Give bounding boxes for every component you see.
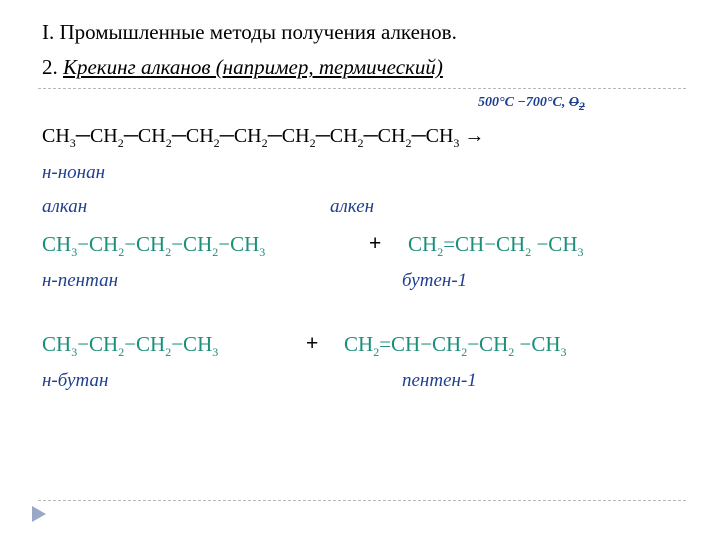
formula-subscript: 3	[259, 245, 266, 260]
formula-subscript: 2	[213, 136, 220, 150]
formula-part: ─CH	[219, 125, 262, 147]
top-divider	[38, 88, 686, 89]
pentene-name: пентен-1	[402, 370, 477, 391]
formula-part: CH	[42, 125, 70, 147]
formula-part: CH	[408, 232, 438, 256]
formula-part: ─CH	[123, 125, 166, 147]
formula-part: −CH	[124, 332, 166, 356]
formula-subscript: 2	[461, 345, 468, 360]
formula-part: ─CH	[315, 125, 358, 147]
formula-part: −CH	[77, 232, 119, 256]
formula-part: ─CH	[363, 125, 406, 147]
butene-formula	[408, 232, 583, 260]
formula-subscript: 3	[577, 245, 584, 260]
formula-part: −CH	[171, 332, 213, 356]
formula-subscript: 2	[165, 345, 172, 360]
formula-subscript: 2	[118, 345, 125, 360]
formula-part: −CH	[77, 332, 119, 356]
formula-part: ─CH	[75, 125, 118, 147]
formula-subscript: 2	[165, 245, 172, 260]
formula-subscript: 2	[437, 245, 444, 260]
formula-subscript: 3	[212, 345, 219, 360]
bottom-divider	[38, 500, 686, 501]
formula-subscript: 2	[118, 245, 125, 260]
reaction-conditions	[478, 95, 585, 113]
alkene-label: алкен	[330, 196, 375, 217]
formula-part: CH	[42, 232, 72, 256]
formula-subscript: 2	[212, 245, 219, 260]
formula-subscript: 2	[405, 136, 412, 150]
formula-part: −CH	[124, 232, 166, 256]
formula-part: −CH	[514, 332, 561, 356]
formula-part: →	[459, 125, 485, 147]
slide-subtitle	[42, 55, 443, 80]
conditions-temp: 500°C −700°C,	[478, 95, 569, 110]
formula-subscript: 2	[117, 136, 124, 150]
formula-subscript: 3	[71, 345, 78, 360]
formula-part: −CH	[171, 232, 213, 256]
subtitle-text: Крекинг алканов (например, термический)	[63, 55, 443, 79]
formula-part: −CH	[218, 232, 260, 256]
pentane-name: н-пентан	[42, 270, 118, 291]
formula-subscript: 2	[525, 245, 532, 260]
formula-part: CH	[42, 332, 72, 356]
formula-subscript: 2	[508, 345, 515, 360]
butane-name: н-бутан	[42, 370, 109, 391]
formula-subscript: 3	[71, 245, 78, 260]
formula-part: =CH−CH	[379, 332, 462, 356]
slide-arrow-icon	[30, 504, 48, 524]
formula-subscript: 2	[373, 345, 380, 360]
formula-subscript: 3	[560, 345, 567, 360]
formula-subscript: 2	[261, 136, 268, 150]
nonane-name: н-нонан	[42, 162, 106, 183]
formula-part: ─CH	[267, 125, 310, 147]
alkane-label: алкан	[42, 196, 88, 217]
formula-subscript: 2	[357, 136, 364, 150]
formula-subscript: 2	[309, 136, 316, 150]
formula-subscript: 3	[453, 136, 460, 150]
formula-part: ─CH	[171, 125, 214, 147]
plus-sign-1: +	[369, 232, 382, 255]
formula-part: −CH	[467, 332, 509, 356]
plus-sign-2: +	[306, 332, 319, 355]
formula-subscript: 3	[69, 136, 76, 150]
pentene-formula	[344, 332, 567, 360]
slide-title: I. Промышленные методы получения алкенов.	[42, 20, 457, 44]
nonane-formula	[42, 125, 484, 151]
formula-part: ─CH	[411, 125, 454, 147]
butane-formula	[42, 332, 218, 360]
butene-name: бутен-1	[402, 270, 468, 291]
conditions-o2: $O_2$	[568, 95, 585, 113]
formula-subscript: 2	[165, 136, 172, 150]
subtitle-number: 2.	[42, 55, 63, 79]
formula-part: =CH−CH	[443, 232, 526, 256]
formula-part: −CH	[531, 232, 578, 256]
formula-part: CH	[344, 332, 374, 356]
pentane-formula	[42, 232, 265, 260]
